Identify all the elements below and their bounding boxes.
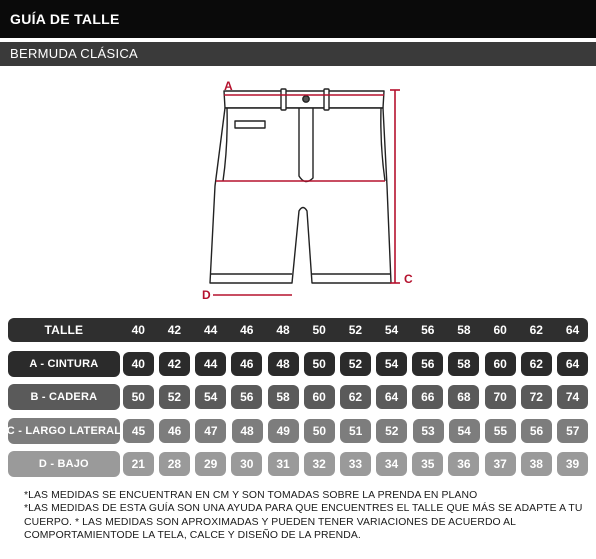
measure-cell: 40 (123, 352, 154, 376)
measure-cell: 48 (268, 352, 299, 376)
measure-cell: 46 (159, 419, 190, 443)
measure-cell: 50 (304, 419, 335, 443)
measure-cell: 56 (412, 352, 443, 376)
measure-cell: 46 (231, 352, 262, 376)
size-header-row (8, 318, 588, 342)
label-a: A (224, 79, 233, 93)
measure-cell: 38 (521, 452, 552, 476)
measure-cell: 44 (195, 352, 226, 376)
measure-cell: 29 (195, 452, 226, 476)
measure-cell: 30 (231, 452, 262, 476)
measure-cell: 57 (557, 419, 588, 443)
measure-cell: 33 (340, 452, 371, 476)
page-title: GUÍA DE TALLE (0, 0, 596, 38)
measure-lines (195, 76, 425, 306)
measure-cell: 54 (195, 385, 226, 409)
measure-cell: 70 (485, 385, 516, 409)
measure-cell: 60 (485, 352, 516, 376)
row-label: C - LARGO LATERAL (8, 418, 120, 444)
measure-cell: 55 (485, 419, 516, 443)
measure-cell: 72 (521, 385, 552, 409)
measure-cell: 52 (159, 385, 190, 409)
size-header-cell: 60 (493, 323, 507, 337)
measure-cell: 47 (195, 419, 226, 443)
measure-cell: 49 (268, 419, 299, 443)
size-table (8, 318, 588, 485)
size-header-cell: 40 (131, 323, 145, 337)
measure-cell: 64 (557, 352, 588, 376)
size-header-cell: 64 (565, 323, 580, 337)
measure-cell: 35 (412, 452, 443, 476)
measure-cell: 48 (232, 419, 263, 443)
measure-cell: 32 (304, 452, 335, 476)
measure-cell: 52 (376, 419, 407, 443)
note-line: *LAS MEDIDAS SE ENCUENTRAN EN CM Y SON TOMADAS SOBRE LA PRENDA EN PLANO (24, 490, 478, 501)
measure-cell: 64 (376, 385, 407, 409)
size-header-cell: 46 (240, 323, 254, 337)
measure-cell: 31 (268, 452, 299, 476)
measure-cell: 36 (448, 452, 479, 476)
measure-cell: 50 (304, 352, 335, 376)
measure-cell: 62 (340, 385, 371, 409)
note-line: *LAS MEDIDAS DE ESTA GUÍA SON UNA AYUDA PARA QUE ENCUENTRES EL TALLE QUE MÁS SE ADAPTE A TU CUERPO. * LAS MEDIDAS SON APROXIMADAS Y PUEDEN TENER VARIACIONES DE ACUERDO AL COMPORTAMIENTODE LA TELA, CALCE Y DISEÑO DE LA PRENDA. (24, 503, 583, 542)
measure-cell: 58 (268, 385, 299, 409)
row-label: B - CADERA (8, 384, 120, 410)
measure-cell: 54 (449, 419, 480, 443)
label-c: C (404, 272, 413, 286)
measure-cell: 58 (448, 352, 479, 376)
size-header-cell: 42 (167, 323, 182, 337)
size-header-cell: 62 (529, 323, 543, 337)
measure-cell: 54 (376, 352, 407, 376)
measure-cell: 56 (231, 385, 262, 409)
measure-cell: 45 (123, 419, 154, 443)
measure-cell: 74 (557, 385, 588, 409)
measure-cell: 39 (557, 452, 588, 476)
header-label: TALLE (44, 323, 84, 337)
shorts-diagram (195, 76, 425, 306)
row-cintura (8, 351, 588, 377)
measure-cell: 53 (413, 419, 444, 443)
size-header-cell: 58 (457, 323, 471, 337)
measure-cell: 51 (340, 419, 371, 443)
measure-cell: 21 (123, 452, 154, 476)
measure-cell: 68 (448, 385, 479, 409)
measure-cell: 50 (123, 385, 154, 409)
row-label: A - CINTURA (8, 351, 120, 377)
label-d: D (202, 288, 211, 302)
measure-cell: 66 (412, 385, 443, 409)
measure-cell: 34 (376, 452, 407, 476)
size-header-cell: 50 (312, 323, 326, 337)
size-header-cell: 48 (276, 323, 290, 337)
measure-cell: 37 (485, 452, 516, 476)
product-name: BERMUDA CLÁSICA (0, 42, 596, 66)
size-header-cell: 44 (203, 323, 218, 337)
size-header-cell: 52 (348, 323, 363, 337)
row-bajo (8, 451, 588, 477)
size-header-cell: 56 (421, 323, 435, 337)
row-label: D - BAJO (8, 451, 120, 477)
notes (24, 489, 584, 543)
row-cadera (8, 384, 588, 410)
measure-cell: 62 (521, 352, 552, 376)
measure-cell: 56 (521, 419, 552, 443)
size-header-cell: 54 (384, 323, 399, 337)
measure-cell: 42 (159, 352, 190, 376)
measure-cell: 28 (159, 452, 190, 476)
row-largo-lateral (8, 418, 588, 444)
measure-cell: 60 (304, 385, 335, 409)
measure-cell: 52 (340, 352, 371, 376)
